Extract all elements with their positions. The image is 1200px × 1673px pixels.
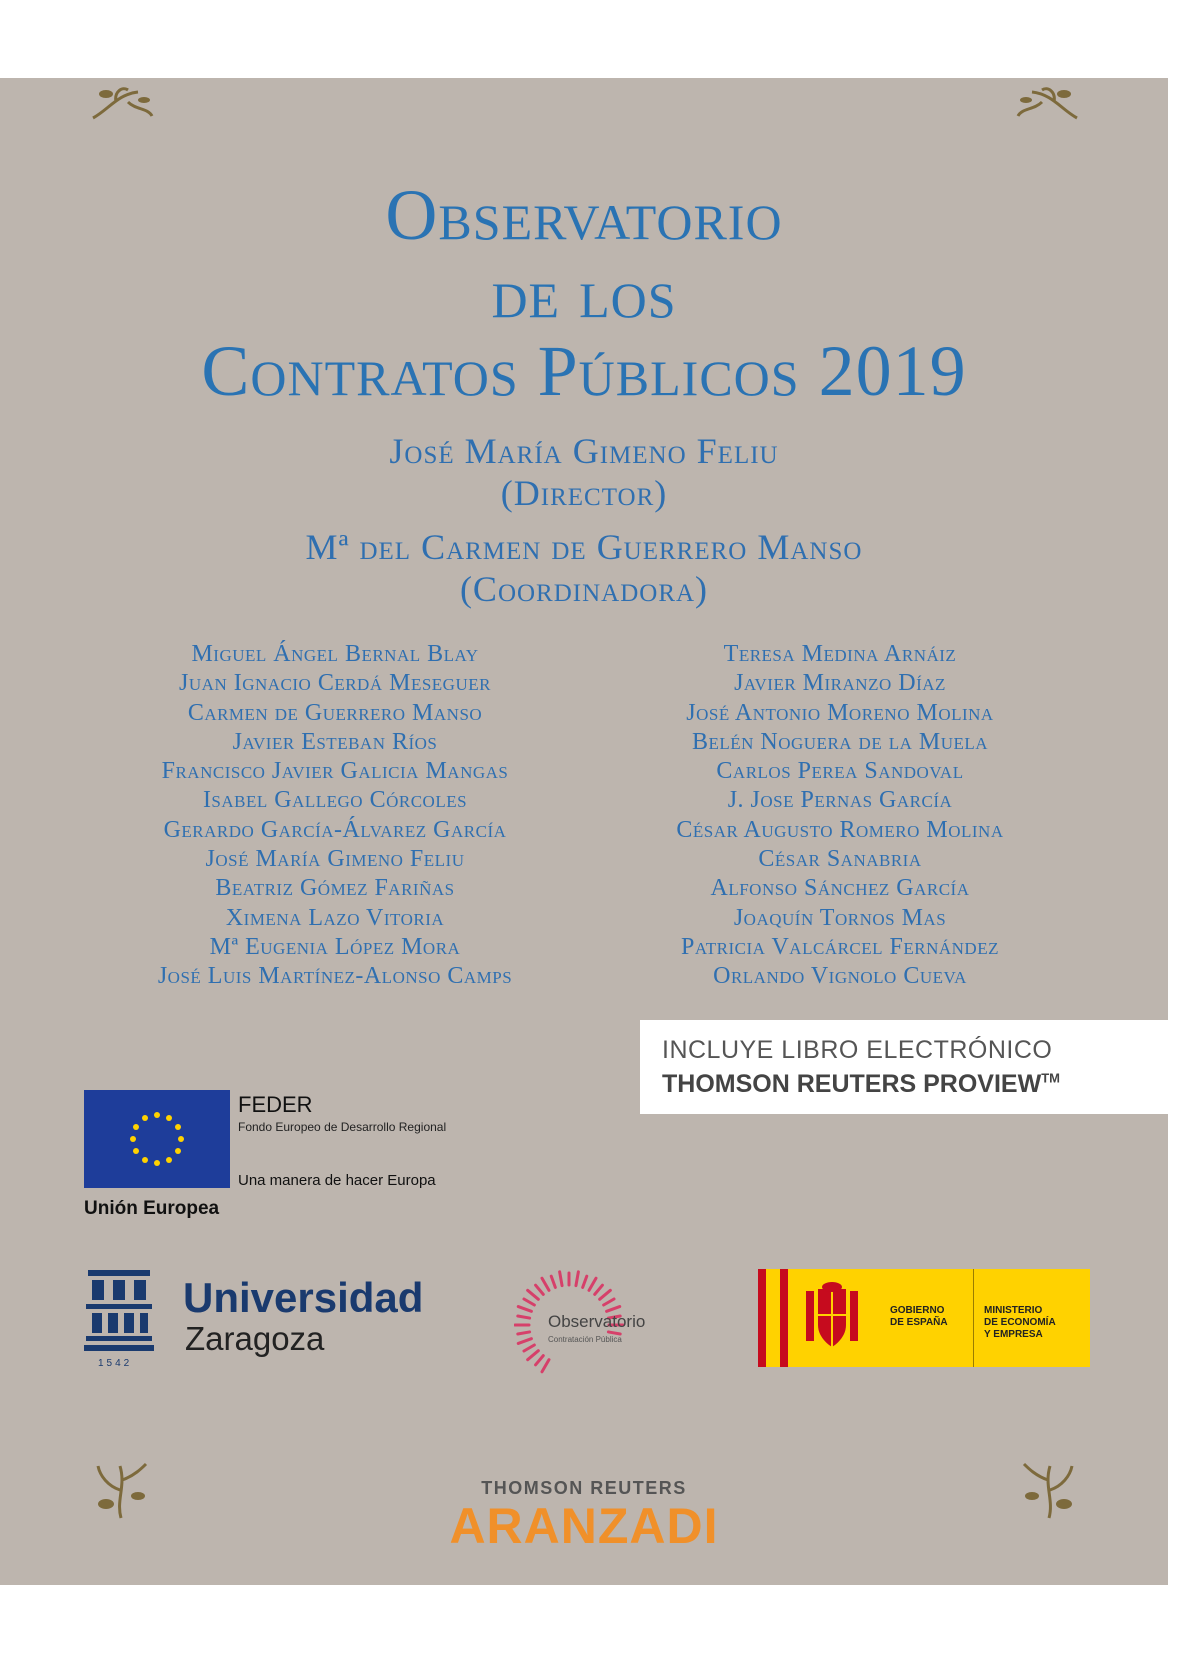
publisher-logo [0, 1478, 1168, 1555]
author-name: José María Gimeno Feliu [205, 846, 465, 873]
authors-left-column [85, 640, 585, 992]
author-name: Juan Ignacio Cerdá Meseguer [179, 670, 491, 697]
ebook-product: THOMSON REUTERS PROVIEW [662, 1070, 1042, 1098]
observatorio-ray [518, 1316, 530, 1318]
universidad-zaragoza-logo [84, 1270, 444, 1380]
author-name: Alfonso Sánchez García [710, 875, 970, 902]
ministerio-line-1: MINISTERIO [984, 1305, 1043, 1316]
author-name: Mª Eugenia López Mora [209, 933, 461, 960]
observatorio-ray [583, 1276, 587, 1287]
gobierno-line-2: DE ESPAÑA [890, 1317, 948, 1328]
eu-feder-logo [84, 1090, 484, 1230]
observatorio-ray [518, 1332, 530, 1334]
university-crest-icon [84, 1270, 154, 1352]
university-name: Universidad [183, 1274, 424, 1321]
observatorio-ray [518, 1339, 531, 1344]
spain-coat-of-arms-icon [802, 1281, 862, 1355]
ministerio-line-3: Y EMPRESA [984, 1329, 1043, 1340]
author-name: Joaquín Tornos Mas [733, 904, 947, 931]
union-europea-label: Unión Europea [84, 1198, 220, 1219]
eu-motto: Una manera de hacer Europa [238, 1172, 436, 1189]
author-name: Javier Miranzo Díaz [734, 670, 946, 697]
observatorio-ray [607, 1307, 620, 1312]
author-name: Francisco Javier Galicia Mangas [161, 758, 509, 785]
observatorio-ray [608, 1332, 620, 1334]
director-role: (Director) [500, 473, 668, 513]
ebook-line-1: INCLUYE LIBRO ELECTRÓNICO [662, 1036, 1053, 1064]
observatorio-name: Observatorio [548, 1312, 646, 1331]
title-line-3: Contratos Públicos 2019 [201, 331, 967, 411]
author-name: César Sanabria [758, 846, 922, 873]
author-name: Carmen de Guerrero Manso [187, 699, 483, 726]
ministerio-label [984, 1305, 1056, 1341]
coordinator-name: Mª del Carmen de Guerrero Manso [305, 527, 863, 567]
book-title [0, 176, 1168, 410]
ornament-top-left-icon [88, 80, 158, 124]
book-cover [0, 78, 1168, 1585]
observatorio-ray [542, 1278, 549, 1290]
author-name: José Antonio Moreno Molina [686, 699, 994, 726]
director-block [0, 430, 1168, 514]
eu-flag-icon [84, 1090, 230, 1188]
publisher-parent: THOMSON REUTERS [481, 1478, 687, 1498]
author-name: Isabel Gallego Córcoles [202, 787, 468, 814]
gobierno-line-1: GOBIERNO [890, 1305, 945, 1316]
ministerio-line-2: DE ECONOMÍA [984, 1317, 1056, 1328]
coordinator-block [0, 526, 1168, 610]
publisher-name: ARANZADI [449, 1498, 719, 1554]
author-name: Gerardo García-Álvarez García [163, 816, 507, 843]
logo-separator [973, 1269, 974, 1367]
author-name: Beatriz Gómez Fariñas [215, 875, 455, 902]
author-name: Miguel Ángel Bernal Blay [191, 641, 479, 667]
spain-flag-yellow [766, 1269, 780, 1367]
observatorio-ray [536, 1285, 544, 1294]
title-line-1: Observatorio [385, 175, 783, 255]
trademark-sign: TM [1041, 1070, 1060, 1086]
observatorio-ray [536, 1356, 544, 1365]
feder-label: FEDER [238, 1092, 313, 1117]
authors-right-column [590, 640, 1090, 992]
university-city: Zaragoza [185, 1320, 325, 1357]
ebook-line-2 [662, 1070, 1060, 1099]
author-name: César Augusto Romero Molina [676, 816, 1004, 843]
author-name: Patricia Valcárcel Fernández [681, 933, 999, 960]
observatorio-ray [560, 1272, 562, 1286]
observatorio-ray [528, 1351, 539, 1360]
observatorio-ray [576, 1272, 578, 1286]
observatorio-subtitle: Contratación Pública [548, 1335, 622, 1344]
author-name: J. Jose Pernas García [727, 787, 953, 814]
title-line-2: de los [491, 253, 677, 333]
observatorio-ray [600, 1290, 611, 1299]
coordinator-role: (Coordinadora) [459, 569, 709, 609]
author-name: Belén Noguera de la Muela [691, 728, 989, 755]
observatorio-ray [604, 1299, 614, 1305]
observatorio-ray [551, 1276, 555, 1287]
university-year: 1542 [98, 1358, 133, 1369]
observatorio-ray [528, 1290, 539, 1299]
author-name: Ximena Lazo Vitoria [225, 904, 445, 931]
ornament-top-right-icon [1012, 80, 1082, 124]
author-name: Orlando Vignolo Cueva [713, 963, 967, 990]
feder-full-name: Fondo Europeo de Desarrollo Regional [238, 1120, 447, 1134]
observatorio-ray [542, 1360, 549, 1372]
observatorio-ray [518, 1307, 531, 1312]
gobierno-espana-logo [758, 1269, 1090, 1367]
observatorio-ray [595, 1285, 603, 1294]
author-name: José Luis Martínez-Alonso Camps [157, 963, 513, 990]
director-name: José María Gimeno Feliu [389, 431, 779, 471]
author-name: Javier Esteban Ríos [232, 728, 438, 755]
observatorio-ray [524, 1299, 534, 1305]
author-name: Teresa Medina Arnáiz [723, 641, 957, 667]
observatorio-ray [524, 1345, 534, 1351]
author-name: Carlos Perea Sandoval [716, 758, 964, 785]
gobierno-label [890, 1305, 948, 1329]
observatorio-ray [589, 1278, 596, 1290]
observatorio-logo [514, 1270, 674, 1380]
ebook-badge [640, 1020, 1168, 1114]
